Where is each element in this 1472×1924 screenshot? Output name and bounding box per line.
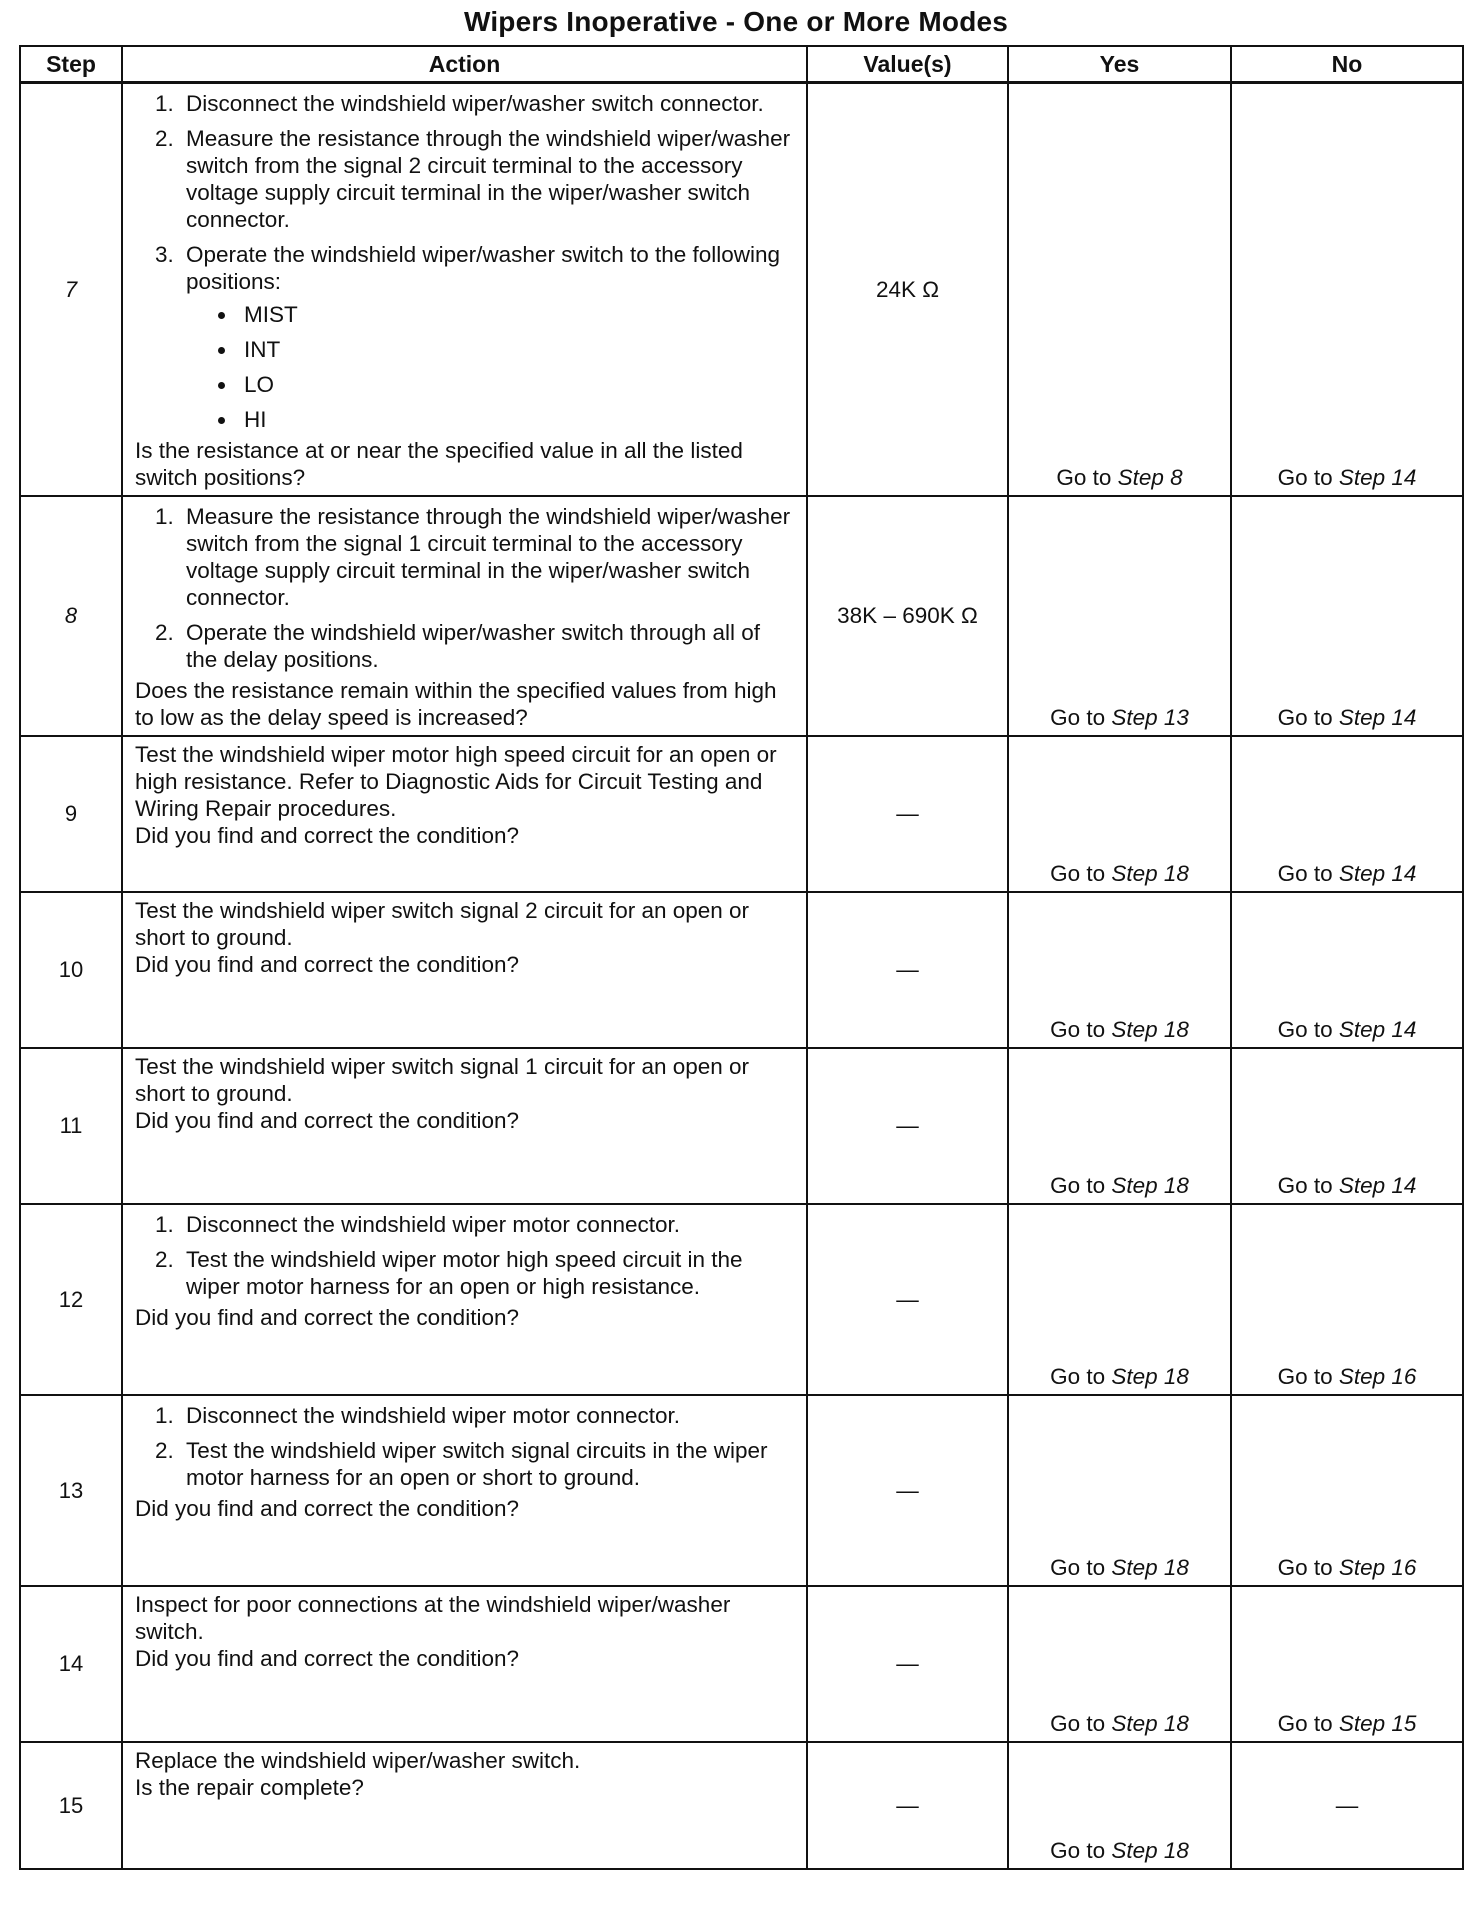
table-row-step-14 bbox=[20, 1586, 1463, 1742]
no-step-link: Step 14 bbox=[1338, 1017, 1417, 1042]
action-step-text: Operate the windshield wiper/washer switch to the following positions: bbox=[186, 242, 781, 294]
action-question: Did you find and correct the condition? bbox=[135, 823, 519, 848]
yes-cell: Go to Step 18 bbox=[1008, 892, 1231, 1048]
yes-cell: Go to Step 18 bbox=[1008, 1742, 1231, 1869]
step-number: 11 bbox=[20, 1048, 122, 1204]
step-number: 7 bbox=[20, 83, 122, 497]
switch-position: • LO bbox=[238, 371, 796, 398]
no-step-link: Step 14 bbox=[1338, 465, 1417, 490]
header-step: Step bbox=[20, 46, 122, 83]
action-question: Is the resistance at or near the specified value in all the listed switch positions? bbox=[135, 438, 743, 490]
yes-step-link: Step 18 bbox=[1111, 861, 1189, 886]
action-step: 1. Disconnect the windshield wiper motor connector. bbox=[180, 1211, 796, 1238]
yes-cell: Go to Step 18 bbox=[1008, 1395, 1231, 1586]
action-cell bbox=[122, 1395, 807, 1586]
table-row-step-13 bbox=[20, 1395, 1463, 1586]
yes-cell: Go to Step 13 bbox=[1008, 496, 1231, 736]
step-number: 10 bbox=[20, 892, 122, 1048]
action-step: 2. Measure the resistance through the windshield wiper/washer switch from the signal 2 circuit terminal to the accessory voltage supply circuit terminal in the wiper/washer switch connector. bbox=[180, 125, 796, 233]
action-cell bbox=[122, 83, 807, 497]
action-step: 1. Disconnect the windshield wiper/washer switch connector. bbox=[180, 90, 796, 117]
no-cell: — bbox=[1231, 1742, 1463, 1869]
switch-positions-list bbox=[186, 301, 796, 433]
yes-step-link: Step 18 bbox=[1111, 1173, 1189, 1198]
action-cell bbox=[122, 1586, 807, 1742]
step-number: 14 bbox=[20, 1586, 122, 1742]
header-values: Value(s) bbox=[807, 46, 1008, 83]
step-number: 13 bbox=[20, 1395, 122, 1586]
action-step: 2. Operate the windshield wiper/washer switch through all of the delay positions. bbox=[180, 619, 796, 673]
action-steps bbox=[135, 1402, 796, 1491]
table-row-step-10 bbox=[20, 892, 1463, 1048]
action-text: Inspect for poor connections at the windshield wiper/washer switch. bbox=[135, 1592, 731, 1644]
no-cell: Go to Step 14 bbox=[1231, 83, 1463, 497]
action-question: Did you find and correct the condition? bbox=[135, 1496, 519, 1521]
diagnostic-table bbox=[19, 45, 1464, 1870]
yes-step-link: Step 18 bbox=[1111, 1711, 1189, 1736]
no-step-link: Step 14 bbox=[1338, 705, 1417, 730]
switch-position: • MIST bbox=[238, 301, 796, 328]
header-action: Action bbox=[122, 46, 807, 83]
value-cell: — bbox=[807, 1395, 1008, 1586]
table-row-step-15 bbox=[20, 1742, 1463, 1869]
action-step: 1. Measure the resistance through the windshield wiper/washer switch from the signal 1 circuit terminal to the accessory voltage supply circuit terminal in the wiper/washer switch connector. bbox=[180, 503, 796, 611]
step-number: 8 bbox=[20, 496, 122, 736]
table-row-step-8 bbox=[20, 496, 1463, 736]
action-cell bbox=[122, 1742, 807, 1869]
step-number: 12 bbox=[20, 1204, 122, 1395]
action-steps bbox=[135, 90, 796, 433]
header-row bbox=[20, 46, 1463, 83]
action-question: Did you find and correct the condition? bbox=[135, 952, 519, 977]
no-cell: Go to Step 14 bbox=[1231, 496, 1463, 736]
yes-cell: Go to Step 18 bbox=[1008, 1204, 1231, 1395]
table-row-step-11 bbox=[20, 1048, 1463, 1204]
no-step-link: Step 16 bbox=[1338, 1555, 1417, 1580]
header-yes: Yes bbox=[1008, 46, 1231, 83]
action-text: Test the windshield wiper motor high speed circuit for an open or high resistance. Refer to Diagnostic Aids for Circuit Testing and Wiring Repair procedures. bbox=[135, 742, 777, 821]
page-title: Wipers Inoperative - One or More Modes bbox=[463, 6, 1009, 37]
yes-cell: Go to Step 8 bbox=[1008, 83, 1231, 497]
table-row-step-7 bbox=[20, 83, 1463, 497]
action-cell bbox=[122, 892, 807, 1048]
action-question: Did you find and correct the condition? bbox=[135, 1108, 519, 1133]
table-row-step-9 bbox=[20, 736, 1463, 892]
no-cell: Go to Step 14 bbox=[1231, 892, 1463, 1048]
action-cell bbox=[122, 736, 807, 892]
yes-step-link: Step 8 bbox=[1117, 465, 1183, 490]
action-question: Does the resistance remain within the specified values from high to low as the delay speed is increased? bbox=[135, 678, 777, 730]
header-no: No bbox=[1231, 46, 1463, 83]
action-step: 2. Test the windshield wiper motor high speed circuit in the wiper motor harness for an open or high resistance. bbox=[180, 1246, 796, 1300]
value-cell: 38K – 690K Ω bbox=[807, 496, 1008, 736]
step-number: 9 bbox=[20, 736, 122, 892]
switch-position: • INT bbox=[238, 336, 796, 363]
no-step-link: Step 14 bbox=[1338, 1173, 1417, 1198]
action-step: 2. Test the windshield wiper switch signal circuits in the wiper motor harness for an open or short to ground. bbox=[180, 1437, 796, 1491]
value-cell: — bbox=[807, 1048, 1008, 1204]
yes-step-link: Step 18 bbox=[1111, 1555, 1189, 1580]
value-cell: — bbox=[807, 736, 1008, 892]
action-step: 1. Disconnect the windshield wiper motor connector. bbox=[180, 1402, 796, 1429]
no-cell: Go to Step 16 bbox=[1231, 1204, 1463, 1395]
switch-position: • HI bbox=[238, 406, 796, 433]
action-question: Is the repair complete? bbox=[135, 1775, 364, 1800]
action-steps bbox=[135, 1211, 796, 1300]
no-step-link: Step 15 bbox=[1338, 1711, 1417, 1736]
yes-step-link: Step 18 bbox=[1111, 1364, 1189, 1389]
no-cell: Go to Step 16 bbox=[1231, 1395, 1463, 1586]
value-cell: — bbox=[807, 892, 1008, 1048]
action-text: Test the windshield wiper switch signal 1 circuit for an open or short to ground. bbox=[135, 1054, 750, 1106]
yes-step-link: Step 18 bbox=[1111, 1838, 1189, 1863]
action-cell bbox=[122, 496, 807, 736]
value-cell: — bbox=[807, 1586, 1008, 1742]
action-text: Replace the windshield wiper/washer switch. bbox=[135, 1748, 581, 1773]
no-step-link: Step 16 bbox=[1338, 1364, 1417, 1389]
action-text: Test the windshield wiper switch signal 2 circuit for an open or short to ground. bbox=[135, 898, 750, 950]
table-row-step-12 bbox=[20, 1204, 1463, 1395]
no-cell: Go to Step 15 bbox=[1231, 1586, 1463, 1742]
value-cell: 24K Ω bbox=[807, 83, 1008, 497]
yes-step-link: Step 13 bbox=[1111, 705, 1189, 730]
yes-cell: Go to Step 18 bbox=[1008, 736, 1231, 892]
value-cell: — bbox=[807, 1204, 1008, 1395]
yes-cell: Go to Step 18 bbox=[1008, 1586, 1231, 1742]
yes-step-link: Step 18 bbox=[1111, 1017, 1189, 1042]
action-cell bbox=[122, 1048, 807, 1204]
yes-cell: Go to Step 18 bbox=[1008, 1048, 1231, 1204]
action-step bbox=[180, 241, 796, 433]
no-cell: Go to Step 14 bbox=[1231, 1048, 1463, 1204]
action-question: Did you find and correct the condition? bbox=[135, 1646, 519, 1671]
action-cell bbox=[122, 1204, 807, 1395]
step-number: 15 bbox=[20, 1742, 122, 1869]
no-cell: Go to Step 14 bbox=[1231, 736, 1463, 892]
action-steps bbox=[135, 503, 796, 673]
no-step-link: Step 14 bbox=[1338, 861, 1417, 886]
value-cell: — bbox=[807, 1742, 1008, 1869]
action-question: Did you find and correct the condition? bbox=[135, 1305, 519, 1330]
